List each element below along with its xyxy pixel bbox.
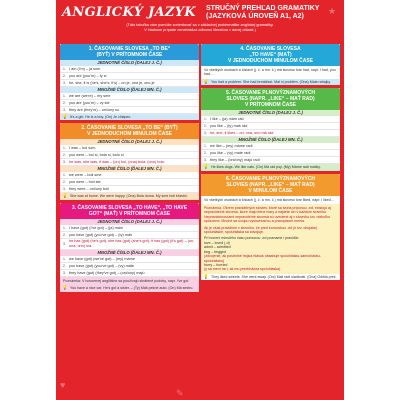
section-heading: 5. ČASOVANIE PLNOVÝZNAMOVÝCH SLOVIES (NAPR. „LIKE“ – MAŤ RAD) V PRÍTOMNOM ČASE <box>201 88 340 110</box>
table-row: 2. you were – boli ste <box>60 179 199 186</box>
remark-text: Poznámka: V hovorenej angličtine sa používajú skrátené podoby, napr. I've got. <box>60 277 199 285</box>
table-row: 3. they are (they're) – oni/ony sú <box>60 107 199 114</box>
right-column <box>201 44 340 280</box>
section-heading: 6. ČASOVANIE PLNOVÝZNAMOVÝCH SLOVIES (NAPR. „LIKE“ – MAŤ RAD) V MINULOM ČASE <box>201 174 340 196</box>
table-row: 1. we are (we're) – my sme <box>60 93 199 100</box>
left-column <box>60 44 199 292</box>
section-heading: 2. ČASOVANIE SLOVESA „TO BE“ (BYŤ) V JEDNODUCHOM MINULOM ČASE <box>60 123 199 139</box>
table-row: 2. you were – bol si, bola si, bolo si <box>60 152 199 159</box>
example-note: 💡 You had a problem. She had breakfast. Mal si problém. (Ona) Mala raňajky. <box>203 78 331 84</box>
table-row: 1. I have (got) (I've got) – (ja) mám <box>60 225 199 232</box>
idea-icon: 💡 <box>62 193 68 199</box>
example-note: 💡 They liked sweets. She went away. (Oni) Mali radi sladkosti. (Ona) Odišla preč. <box>201 274 340 280</box>
section-heading: 4. ČASOVANIE SLOVESA „TO HAVE“ (MAŤ) V JEDNODUCHOM MINULOM ČASE <box>201 44 340 66</box>
page-subtitle: STRUČNÝ PREHĽAD GRAMATIKY (JAZYKOVÁ ÚROVEŇ A1, A2) <box>206 5 320 20</box>
table-row: 1. we have (got) (we've got) – (my) máme <box>60 256 199 263</box>
section-text: Vo všetkých osobách a číslach (j. č. a mn. č.) má sloveso tvar liked, napr. I liked... <box>201 196 340 204</box>
singular-label: JEDNOTNÉ ČÍSLO (DALEJ J. Č.) <box>97 218 162 224</box>
section-6 <box>201 174 340 281</box>
idea-icon: 💡 <box>203 273 209 279</box>
plural-label: MNOŽNÉ ČÍSLO (ĎALEJ MN. Č.) <box>97 249 162 255</box>
table-row: 1. I was – bol som <box>60 145 199 152</box>
idea-icon: 💡 <box>203 164 209 170</box>
section-5 <box>201 88 340 170</box>
section-text: Vo všetkých osobách a číslach (j. č. a mn. č.) má sloveso tvar had, napr. I had, you had... <box>201 66 340 79</box>
table-row: 3. he, she, it is (he's, she's, it's) – on je, ona je, ono je <box>60 80 199 87</box>
table-row: 1. we like – (my) máme radi <box>201 143 340 150</box>
table-row: 3. he has (got) (he's got), she has (got) (she's got), it has (got) (it's got) – (on, ona, ono) má <box>60 239 199 250</box>
table-row: 2. you have (got) (you've got) – (ty) máš <box>60 232 199 239</box>
table-row: 3. he was, she was, it was – (on) bol, (ona) bola, (ono) bolo <box>60 159 199 166</box>
example-note: 💡 It's a girl. He is a boy. (On) Je chlapec. <box>62 114 132 119</box>
table-row: 2. you like – (ty) máš rád <box>201 123 340 130</box>
idea-icon: 💡 <box>62 285 68 291</box>
table-row: 1. I like – (ja) mám rád <box>201 116 340 123</box>
idea-icon: 💡 <box>62 114 68 119</box>
example-note: 💡 She was at home. We were happy. (Ona) Bola doma. My sme boli šťastní. <box>62 193 188 199</box>
heart-icon: ♥ <box>60 380 66 390</box>
idea-icon: 💡 <box>203 78 209 84</box>
plural-label: MNOŽNÉ ČÍSLO (ĎALEJ MN. Č.) <box>97 166 162 172</box>
table-row: 1. we were – boli sme <box>60 172 199 179</box>
section-2 <box>60 123 199 199</box>
section-1 <box>60 44 199 120</box>
section-heading: 1. ČASOVANIE SLOVESA „TO BE“ (BYŤ) V PRÍTOMNOM ČASE <box>60 44 199 60</box>
intro-text: (Táto tabuľka vám pomôže zorientovať sa v základnej problematike anglickej gramatiky. V žiadnom prípade nenahrádza odbornú literatúru v danej oblasti.) <box>126 23 274 32</box>
table-row: 3. he, she, it likes – on, ona, ono má rád <box>201 130 340 137</box>
poster <box>56 0 344 400</box>
singular-label: JEDNOTNÉ ČÍSLO (DALEJ J. Č.) <box>97 139 162 145</box>
remark-text: Poznámka. Okrem pravidelných slovies, ktoré sa tvoria príponou -ed, existujú aj nepravidelné slovesá, ktoré majú iténe tvary a nájdete ich v každom slovníku. Nepravidelnosťami nepravidelné slovesá sú uvedené aj v slovníku tzv. niekoľko spôsobmi. Mnohé sa svojou výslovnosťou a pravopisom menia. Ak je však pravidlom v slovníku, že pred koncovkou -ed je tzv. obojakej spoluhláske, spoluhláska sa zdvojuje. Pri tvorení minulého času pomocou -ed pozname i pravidlá: love – loved (-d) admit – admitted beg – begged (zdvojenie, ak posledné trojica hlások obsahuje spoluhlásku-samohlásku-spoluhlásku) hurry – hurried (y sa mení na i, ak mu predchádza spoluhláska) <box>201 204 340 274</box>
table-row: 3. they like – (oni/ony) majú radi <box>201 157 340 164</box>
table-row: 2. you have (got) (you've got) – (vy) máte <box>60 263 199 270</box>
plural-label: MNOŽNÉ ČÍSLO (ĎALEJ MN. Č.) <box>60 87 199 93</box>
star-icon: ★ <box>328 6 337 16</box>
page-title: ANGLICKÝ JAZYK <box>62 5 196 20</box>
table-row: 2. you like – (vy) máte radi <box>201 150 340 157</box>
plural-label: MNOŽNÉ ČÍSLO (ĎALEJ MN. Č.) <box>238 137 303 143</box>
table-row: 1. I am (I'm) – ja som <box>60 66 199 73</box>
pencil-icon: ✎ <box>176 388 184 398</box>
singular-label: JEDNOTNÉ ČÍSLO (DALEJ J. Č.) <box>238 110 303 116</box>
table-row: 2. you are (you're) – ty si <box>60 73 199 80</box>
section-heading: 3. ČASOVANIE SLOVESA „TO HAVE“, „TO HAVE GOT“ (MAŤ) V PRÍTOMNOM ČASE <box>60 203 199 219</box>
table-row: 2. you are (you're) – vy ste <box>60 100 199 107</box>
section-3 <box>60 203 199 292</box>
example-note: 💡 He likes dogs. We like cats. (On) Má rád psy. (My) Máme radi mačky. <box>203 164 321 170</box>
singular-label: JEDNOTNÉ ČÍSLO (DALEJ J. Č.) <box>60 60 199 66</box>
table-row: 3. they have (got) (they've got) – (oni/ony) majú <box>60 270 199 277</box>
section-4 <box>201 44 340 85</box>
example-note: 💡 You have a nice car. He's got a sister. – (Ty) Máš pekné auto. (On) Má sestru. <box>62 285 194 291</box>
table-row: 3. they were – oni/ony boli <box>60 186 199 193</box>
